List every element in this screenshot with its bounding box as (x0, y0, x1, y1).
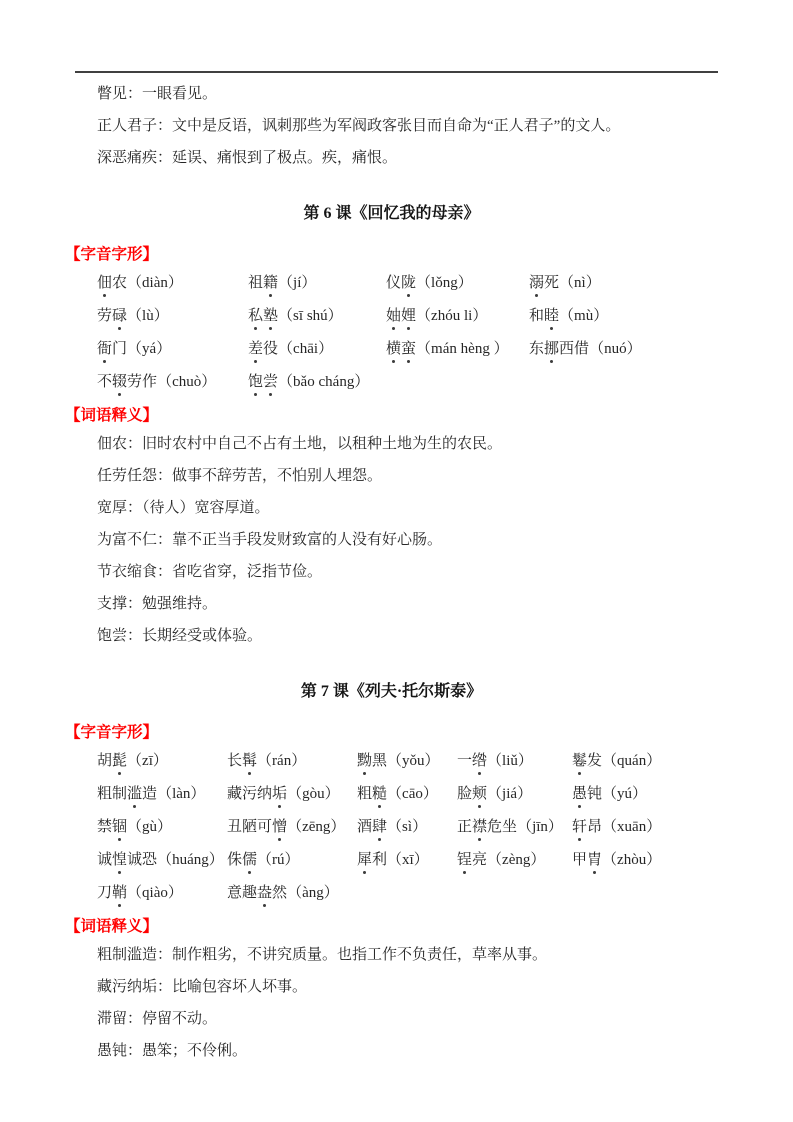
emphasized-char: 愚 (572, 786, 588, 802)
pinyin-row (97, 883, 718, 903)
emphasized-char: 鬈 (572, 753, 588, 769)
emphasized-char: 娌 (401, 308, 417, 324)
emphasized-char: 私 (248, 308, 264, 324)
emphasized-char: 差 (248, 341, 264, 357)
emphasized-char: 辍 (112, 374, 128, 390)
pinyin-term: 祖籍（jí） (248, 275, 317, 291)
definition-line: 宽厚：（待人）宽容厚道。 (97, 500, 270, 516)
pinyin-term: 犀利（xī） (357, 852, 429, 868)
emphasized-char: 锃 (457, 852, 473, 868)
pinyin-term: 刀鞘（qiào） (97, 885, 183, 901)
emphasized-char: 襟 (472, 819, 488, 835)
emphasized-char: 胄 (587, 852, 603, 868)
pinyin-term: 诚惶诚恐（huáng） (97, 852, 224, 868)
emphasized-char: 惶 (112, 852, 128, 868)
definition-line: 饱尝：长期经受或体验。 (97, 628, 263, 644)
pinyin-term: 脸颊（jiá） (457, 786, 533, 802)
lesson-title: 第 6 课《回忆我的母亲》 (303, 205, 480, 222)
emphasized-char: 饱 (248, 374, 264, 390)
emphasized-char: 佃 (97, 275, 113, 291)
lesson-section (65, 200, 718, 646)
pinyin-term: 愚钝（yú） (572, 786, 648, 802)
pinyin-term: 妯娌（zhóu li） (386, 308, 488, 324)
emphasized-char: 妯 (386, 308, 402, 324)
pinyin-list (65, 751, 718, 903)
definitions-list (65, 945, 718, 1061)
definition-line: 任劳任怨：做事不辞劳苦，不怕别人埋怨。 (97, 468, 383, 484)
pinyin-row (97, 372, 718, 392)
definition-line: 节衣缩食：省吃省穿，泛指节俭。 (97, 564, 323, 580)
pinyin-term: 锃亮（zèng） (457, 852, 546, 868)
emphasized-char: 颊 (472, 786, 488, 802)
emphasized-char: 髭 (112, 753, 128, 769)
emphasized-char: 滥 (127, 786, 143, 802)
pinyin-row (97, 751, 718, 771)
pinyin-term: 侏儒（rú） (227, 852, 300, 868)
pinyin-term: 劳碌（lù） (97, 308, 169, 324)
pinyin-term: 禁锢（gù） (97, 819, 173, 835)
lessons-container (65, 200, 718, 1061)
pinyin-term: 佃农（diàn） (97, 275, 183, 291)
definition-line: 滞留：停留不动。 (97, 1011, 218, 1027)
definition-line: 正人君子：文中是反语，讽刺那些为军阀政客张目而自命为“正人君子”的文人。 (97, 118, 621, 134)
document-content (65, 84, 718, 1073)
section-header-definitions: 【词语释义】 (65, 918, 159, 935)
pinyin-term: 仪陇（lǒng） (386, 275, 473, 291)
emphasized-char: 鞘 (112, 885, 128, 901)
emphasized-char: 陇 (401, 275, 417, 291)
emphasized-char: 犀 (357, 852, 373, 868)
pinyin-term: 长髯（rán） (227, 753, 307, 769)
pinyin-term: 胡髭（zī） (97, 753, 168, 769)
definition-line: 为富不仁：靠不正当手段发财致富的人没有好心肠。 (97, 532, 443, 548)
emphasized-char: 碌 (112, 308, 128, 324)
pinyin-term: 藏污纳垢（gòu） (227, 786, 340, 802)
pinyin-row (97, 784, 718, 804)
pinyin-term: 轩昂（xuān） (572, 819, 662, 835)
pinyin-row (97, 339, 718, 359)
pinyin-term: 粗糙（cāo） (357, 786, 438, 802)
emphasized-char: 黝 (357, 753, 373, 769)
definition-line: 支撑：勉强维持。 (97, 596, 218, 612)
definition-line: 粗制滥造：制作粗劣，不讲究质量。也指工作不负责任，草率从事。 (97, 947, 548, 963)
pinyin-term: 正襟危坐（jīn） (457, 819, 563, 835)
emphasized-char: 蛮 (401, 341, 417, 357)
emphasized-char: 肆 (372, 819, 388, 835)
pinyin-term: 不辍劳作（chuò） (97, 374, 217, 390)
pinyin-list (65, 273, 718, 392)
pinyin-row (97, 850, 718, 870)
pinyin-term: 差役（chāi） (248, 341, 334, 357)
emphasized-char: 睦 (544, 308, 560, 324)
section-header-definitions: 【词语释义】 (65, 407, 159, 424)
emphasized-char: 衙 (97, 341, 113, 357)
emphasized-char: 糙 (372, 786, 388, 802)
definition-line: 愚钝：愚笨；不伶俐。 (97, 1043, 248, 1059)
header-divider-rule (75, 71, 718, 73)
pinyin-term: 黝黑（yǒu） (357, 753, 440, 769)
pinyin-term: 和睦（mù） (529, 308, 609, 324)
pinyin-term: 意趣盎然（àng） (227, 885, 339, 901)
pinyin-row (97, 817, 718, 837)
lesson-title: 第 7 课《列夫·托尔斯泰》 (300, 683, 483, 700)
emphasized-char: 溺 (529, 275, 545, 291)
intro-definitions-section (65, 84, 718, 168)
emphasized-char: 绺 (472, 753, 488, 769)
pinyin-term: 一绺（liǔ） (457, 753, 533, 769)
pinyin-term: 衙门（yá） (97, 341, 172, 357)
emphasized-char: 锢 (112, 819, 128, 835)
emphasized-char: 横 (386, 341, 402, 357)
definition-line: 佃农：旧时农村中自己不占有土地，以租种土地为生的农民。 (97, 436, 503, 452)
definition-line: 藏污纳垢：比喻包容坏人坏事。 (97, 979, 308, 995)
pinyin-row (97, 273, 718, 293)
pinyin-row (97, 306, 718, 326)
emphasized-char: 憎 (272, 819, 288, 835)
pinyin-term: 鬈发（quán） (572, 753, 662, 769)
emphasized-char: 盎 (257, 885, 273, 901)
definition-line: 深恶痛疾：延误、痛恨到了极点。疾，痛恨。 (97, 150, 398, 166)
definitions-list (65, 434, 718, 646)
pinyin-term: 私塾（sī shú） (248, 308, 343, 324)
emphasized-char: 籍 (263, 275, 279, 291)
emphasized-char: 塾 (263, 308, 279, 324)
emphasized-char: 尝 (263, 374, 279, 390)
pinyin-term: 酒肆（sì） (357, 819, 428, 835)
section-header-pinyin: 【字音字形】 (65, 246, 159, 263)
pinyin-term: 甲胄（zhòu） (572, 852, 662, 868)
emphasized-char: 轩 (572, 819, 588, 835)
pinyin-term: 溺死（nì） (529, 275, 601, 291)
pinyin-term: 丑陋可憎（zēng） (227, 819, 346, 835)
emphasized-char: 儒 (242, 852, 258, 868)
section-header-pinyin: 【字音字形】 (65, 724, 159, 741)
pinyin-term: 饱尝（bǎo cháng） (248, 374, 370, 390)
emphasized-char: 垢 (272, 786, 288, 802)
definition-line: 瞥见：一眼看见。 (97, 86, 218, 102)
emphasized-char: 挪 (544, 341, 560, 357)
lesson-section (65, 678, 718, 1061)
pinyin-term: 横蛮（mán hèng ） (386, 341, 509, 357)
emphasized-char: 髯 (242, 753, 258, 769)
pinyin-term: 粗制滥造（làn） (97, 786, 206, 802)
pinyin-term: 东挪西借（nuó） (529, 341, 642, 357)
